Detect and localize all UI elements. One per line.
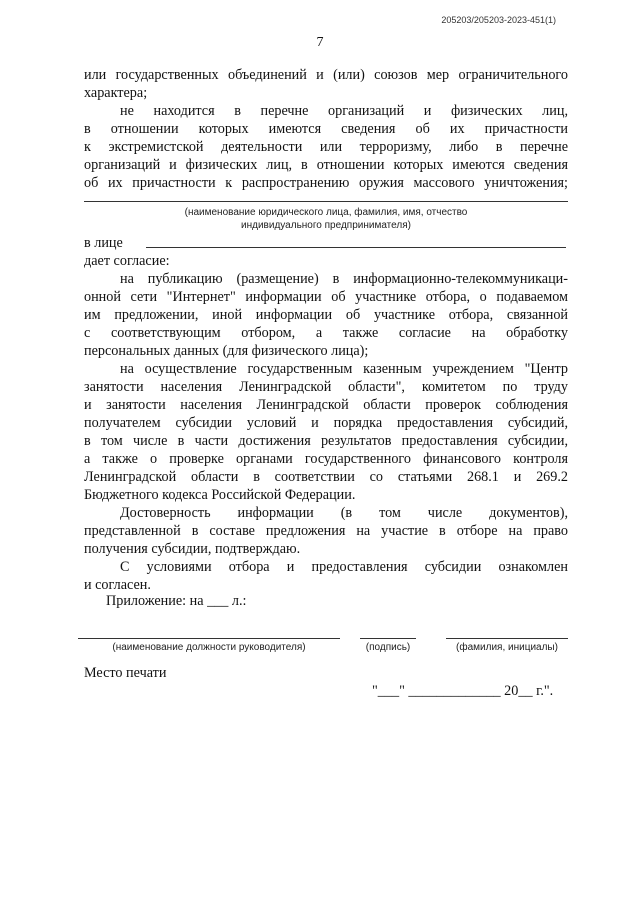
entity-caption-line: (наименование юридического лица, фамилия, имя, отчество: [184, 207, 468, 218]
text-line: в отношении которых имеются сведения об их причастности: [84, 121, 568, 137]
text-line: на осуществление государственным казенным учреждением "Центр: [120, 361, 568, 377]
text-line: Ленинградской области в соответствии со статьями 268.1 и 269.2: [84, 469, 568, 485]
full-name-line: [446, 638, 568, 639]
representative-prefix: в лице: [84, 235, 123, 251]
full-name-caption: (фамилия, инициалы): [456, 642, 558, 653]
text-line: характера;: [84, 85, 148, 101]
document-id: 205203/205203-2023-451(1): [441, 15, 556, 25]
entity-caption-line: индивидуального предпринимателя): [241, 220, 411, 231]
date-line: "___" _____________ 20__ г.".: [372, 683, 554, 699]
text-line: и занятости населения Ленинградской области проверок соблюдения: [84, 397, 568, 413]
text-line: об их причастности к распространению оружия массового уничтожения;: [84, 175, 568, 191]
signature-caption: (подпись): [365, 642, 411, 653]
representative-row: [84, 234, 568, 252]
entity-caption: [84, 206, 568, 232]
intro-paragraph: [84, 66, 568, 192]
entity-name-line: [84, 201, 568, 202]
text-line: и согласен.: [84, 577, 151, 593]
text-line: персональных данных (для физического лица);: [84, 343, 369, 359]
text-line: занятости населения Ленинградской области", комитетом по труду: [84, 379, 568, 395]
representative-name-line: [146, 247, 566, 248]
position-line: [78, 638, 340, 639]
text-line: Бюджетного кодекса Российской Федерации.: [84, 487, 356, 503]
text-line: получения субсидии, подтверждаю.: [84, 541, 301, 557]
text-line: в том числе в части достижения результатов предоставления субсидии,: [84, 433, 568, 449]
text-line: к экстремистской деятельности или терроризму, либо в перечне: [84, 139, 568, 155]
signature-line: [360, 638, 416, 639]
text-line: а также о проверке органами государственного финансового контроля: [84, 451, 568, 467]
text-line: или государственных объединений и (или) союзов мер ограничительного: [84, 67, 568, 83]
consent-lead: дает согласие:: [84, 253, 170, 269]
text-line: С условиями отбора и предоставления субсидии ознакомлен: [120, 559, 568, 575]
text-line: организаций и физических лиц, в отношении которых имеются сведения: [84, 157, 568, 173]
text-line: на публикацию (размещение) в информационно-телекоммуникаци-: [120, 271, 568, 287]
text-line: представленной в составе предложения на участие в отборе на право: [84, 523, 568, 539]
text-line: получателем субсидии условий и порядка предоставления субсидий,: [84, 415, 568, 431]
text-line: не находится в перечне организаций и физических лиц,: [120, 103, 568, 119]
stamp-place-label: Место печати: [84, 665, 167, 681]
consent-section: [84, 252, 568, 594]
attachment-line: Приложение: на ___ л.:: [106, 593, 247, 609]
page-number: 7: [316, 35, 324, 50]
text-line: им предложении, иной информации об участнике отбора, связанной: [84, 307, 568, 323]
text-line: онной сети "Интернет" информации об участнике отбора, о подаваемом: [84, 289, 568, 305]
text-line: с соответствующим отбором, а также согласие на обработку: [84, 325, 568, 341]
position-caption: (наименование должности руководителя): [112, 642, 306, 653]
text-line: Достоверность информации (в том числе документов),: [120, 505, 568, 521]
